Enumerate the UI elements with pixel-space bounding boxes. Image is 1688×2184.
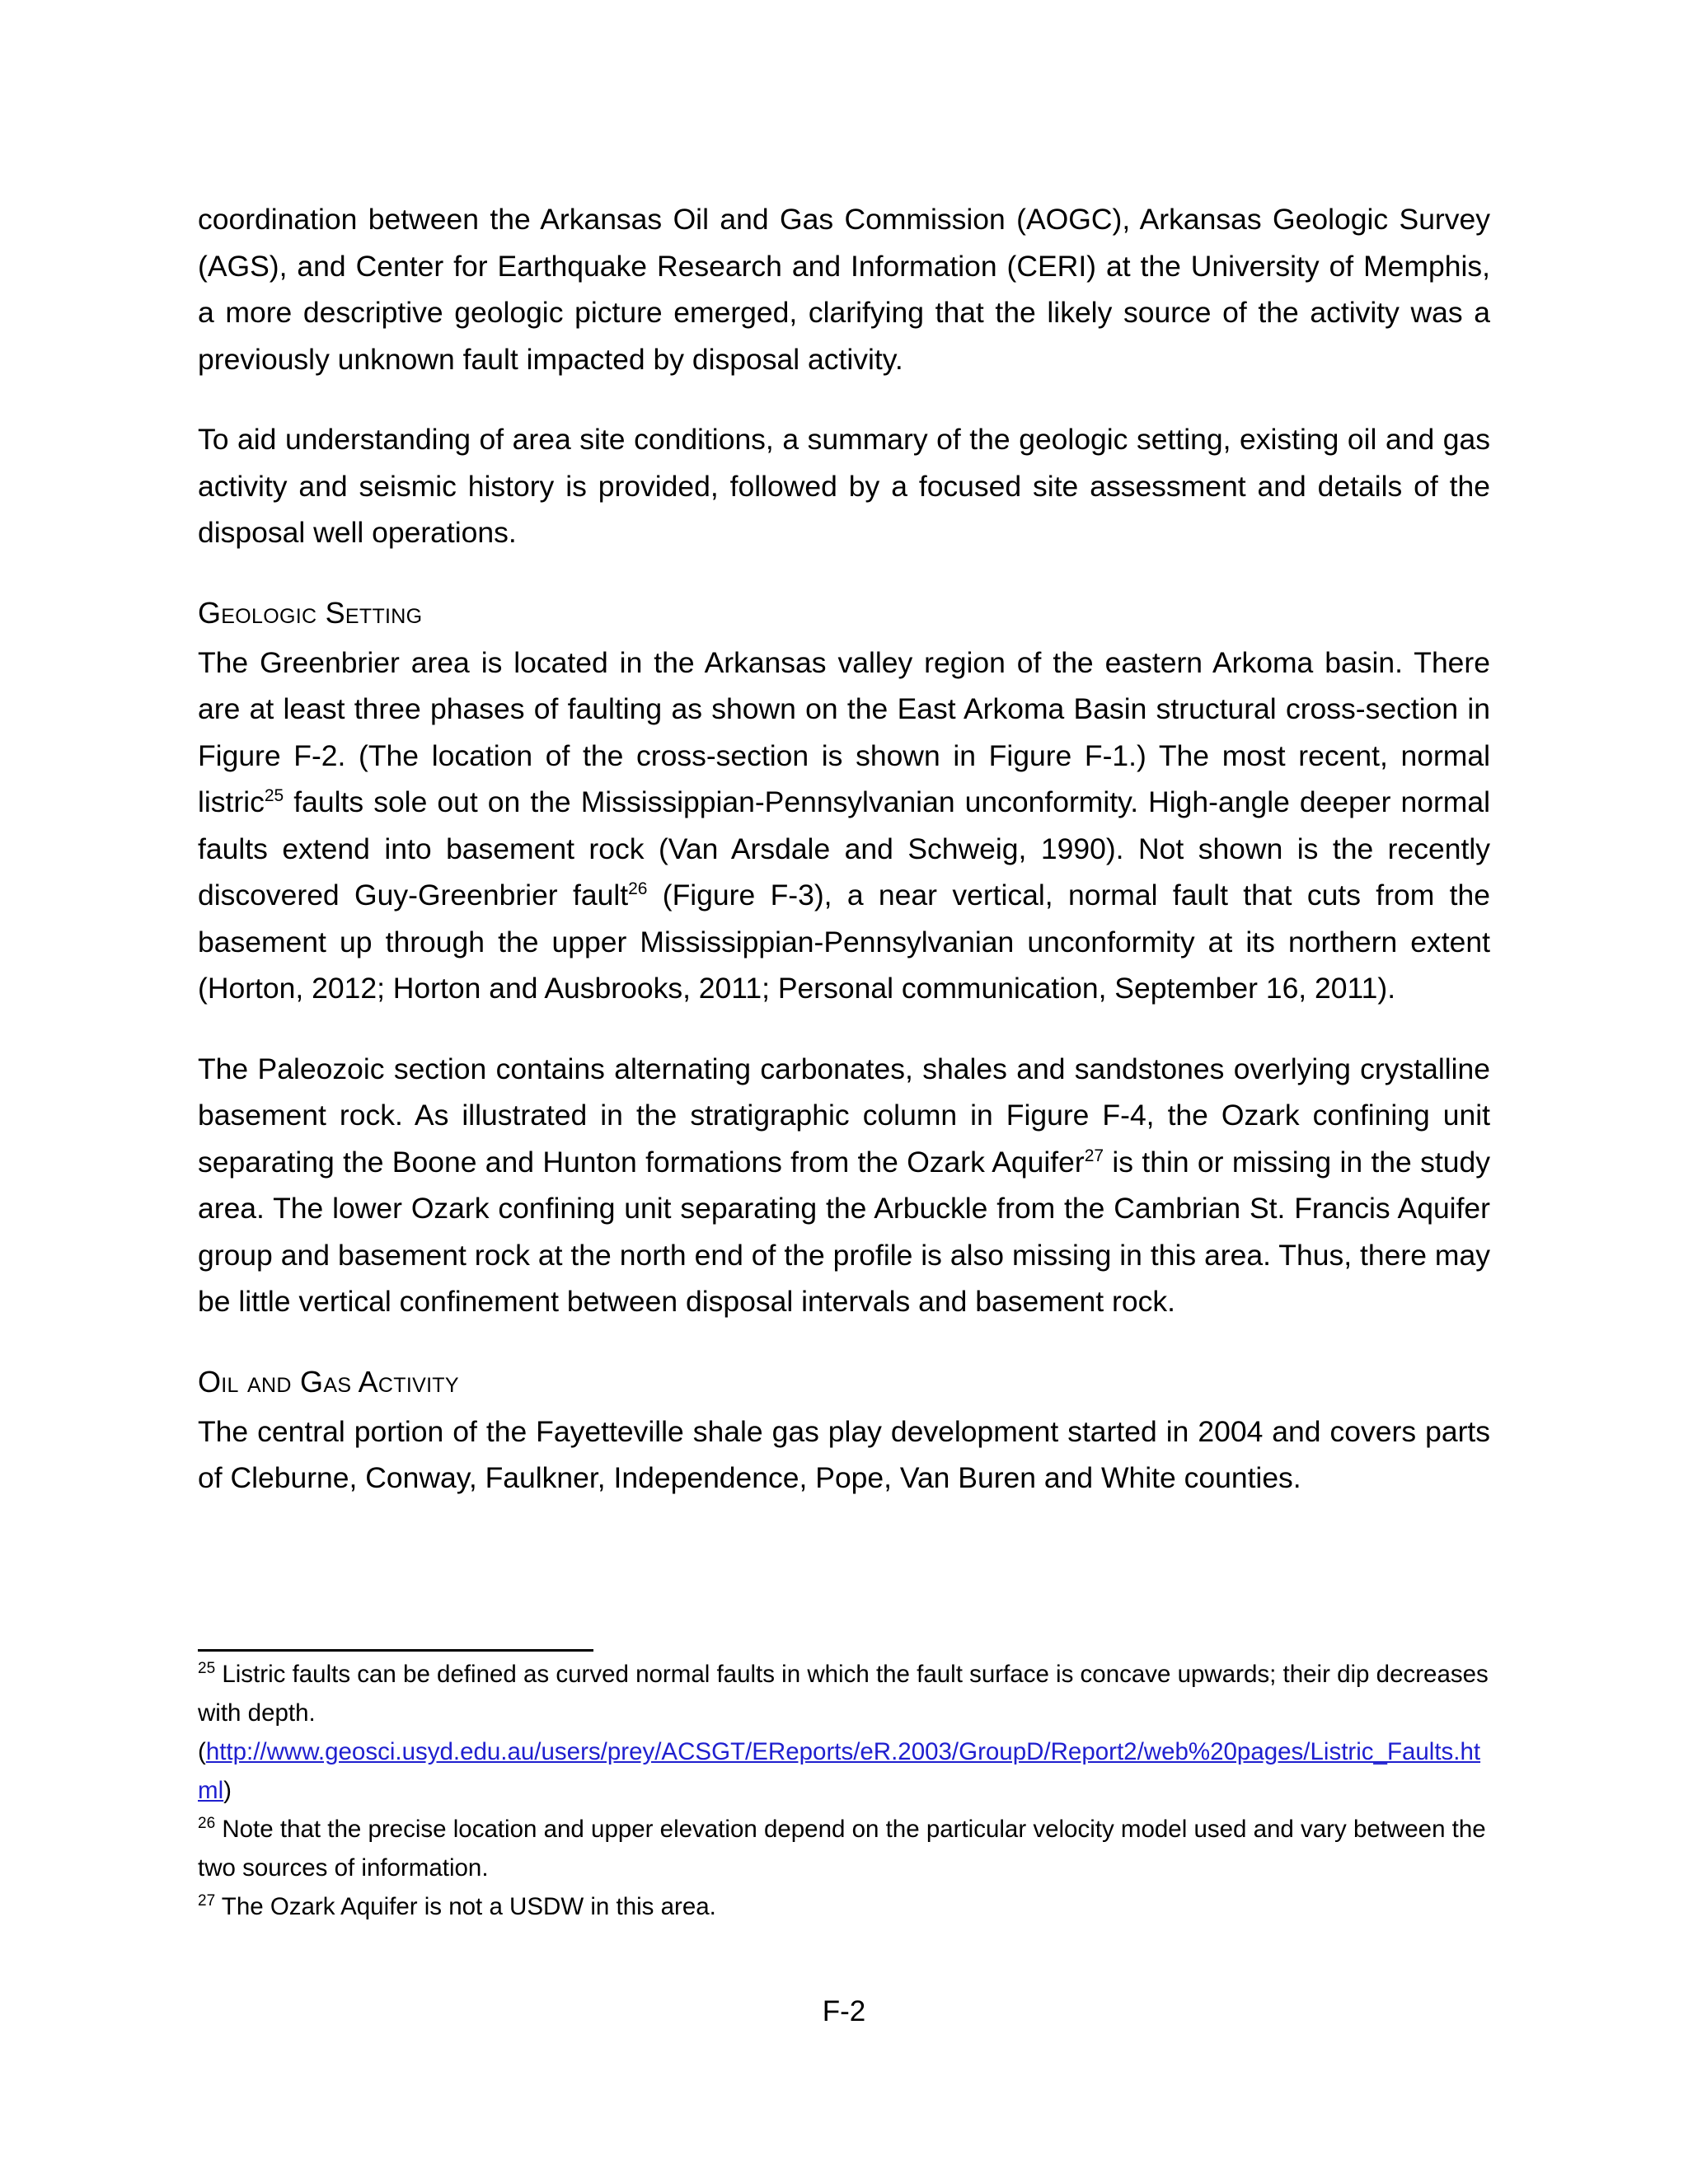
footnote-25 — [198, 1655, 1490, 1732]
page-number: F-2 — [822, 1995, 866, 2027]
footnote-number: 27 — [198, 1892, 216, 1910]
footnote-text: Note that the precise location and upper elevation depend on the particular velocity model used and vary between the two sources of information. — [198, 1816, 1486, 1882]
oil-gas-activity-paragraph-1: The central portion of the Fayetteville shale gas play development started in 2004 and covers parts of Cleburne, Conway, Faulkner, Independence, Pope, Van Buren and White counties. — [198, 1414, 1490, 1494]
footnote-25-link-line — [198, 1732, 1490, 1810]
footnote-text: Listric faults can be defined as curved normal faults in which the fault surface is concave upwards; their dip decreases with depth. — [198, 1661, 1489, 1727]
text-run: (Figure F-3), a near vertical, normal fault that cuts from the basement up through the upper Mississippian-Pennsylvanian unconformity at its northern extent (Horton, 2012; Horton and Ausbrooks, 2011; Personal communication, September 16, 2011). — [198, 879, 1490, 1005]
body-text — [198, 196, 1490, 1502]
footnote-ref-26[interactable]: 26 — [628, 879, 648, 899]
footnote-ref-25[interactable]: 25 — [264, 786, 284, 806]
footnote-number: 25 — [198, 1660, 216, 1678]
footnote-ref-27[interactable]: 27 — [1084, 1146, 1104, 1165]
footnote-27 — [198, 1887, 1490, 1926]
geologic-setting-paragraph-2 — [198, 1046, 1490, 1325]
footnote-separator — [198, 1649, 593, 1652]
text-run: faults sole out on the Mississippian-Pennsylvanian unconformity. High-angle deeper normal faults extend into basement rock (Van Arsdale and Schweig, 1990). Not shown is the recently discovered Guy-Greenbrier fault — [198, 785, 1490, 912]
geologic-setting-heading: Geologic Setting — [198, 595, 423, 630]
footnotes — [198, 1655, 1490, 1926]
footnote-26 — [198, 1810, 1490, 1887]
text-run: The Paleozoic section contains alternating carbonates, shales and sandstones overlying crystalline basement rock. As illustrated in the stratigraphic column in Figure F-4, the Ozark confining unit separating the Boone and Hunton formations from the Ozark Aquifer — [198, 1052, 1490, 1179]
geologic-setting-paragraph-1 — [198, 640, 1490, 1012]
footnote-link[interactable]: http://www.geosci.usyd.edu.au/users/prey/ACSGT/EReports/eR.2003/GroupD/Report2/web%20pages/Listric_Faults.html — [198, 1738, 1481, 1804]
oil-gas-activity-heading: Oil and Gas Activity — [198, 1364, 459, 1399]
footnote-text: The Ozark Aquifer is not a USDW in this area. — [215, 1893, 716, 1920]
intro-paragraph-1: coordination between the Arkansas Oil and Gas Commission (AOGC), Arkansas Geologic Survey (AGS), and Center for Earthquake Research and Information (CERI) at the University of Memphis, a more descriptive geologic picture emerged, clarifying that the likely source of the activity was a previously unknown fault impacted by disposal activity. — [198, 203, 1490, 376]
paren-close: ) — [223, 1777, 232, 1804]
text-run: is thin or missing in the study area. The lower Ozark confining unit separating the Arbuckle from the Cambrian St. Francis Aquifer group and basement rock at the north end of the profile is also missing in this area. Thus, there may be little vertical confinement between disposal intervals and basement rock. — [198, 1145, 1490, 1318]
paren-open: ( — [198, 1738, 206, 1765]
intro-paragraph-2: To aid understanding of area site conditions, a summary of the geologic setting, existing oil and gas activity and seismic history is provided, followed by a focused site assessment and details of the disposal well operations. — [198, 423, 1490, 549]
footnote-number: 26 — [198, 1815, 216, 1833]
text-run: The Greenbrier area is located in the Arkansas valley region of the eastern Arkoma basin. There are at least three phases of faulting as shown on the East Arkoma Basin structural cross-section in Figure F-2. (The location of the cross-section is shown in Figure F-1.) The most recent, normal listric — [198, 645, 1490, 818]
